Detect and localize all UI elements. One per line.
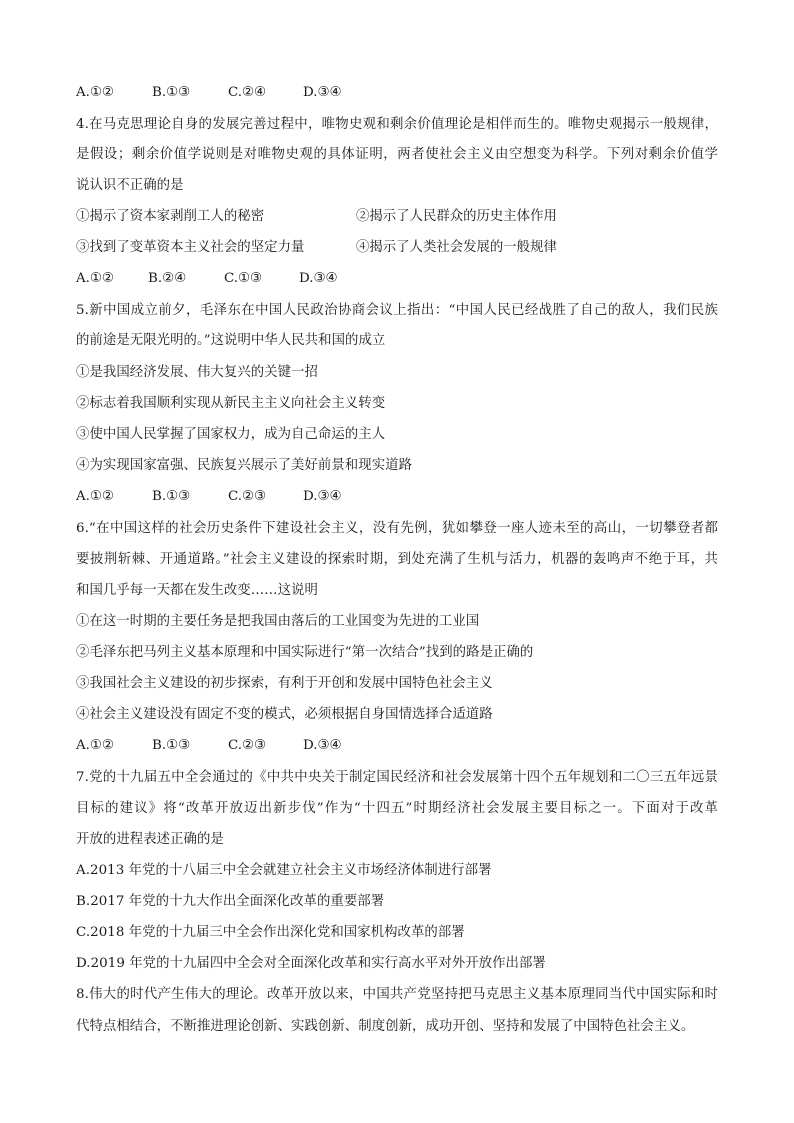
- q6-item-1: ①在这一时期的主要任务是把我国由落后的工业国变为先进的工业国: [76, 614, 480, 629]
- option-c[interactable]: C.②③: [228, 738, 267, 753]
- q4-item-3: ③找到了变革资本主义社会的坚定力量: [76, 240, 305, 255]
- q7-option-c[interactable]: C.2018 年党的十九届三中全会作出深化党和国家机构改革的部署: [76, 925, 465, 940]
- option-a[interactable]: A.①②: [76, 738, 114, 753]
- option-c[interactable]: C.①③: [224, 271, 263, 286]
- q8-stem-line-2: 代特点相结合，不断推进理论创新、实践创新、制度创新，成功开创、坚持和发展了中国特色社会主义。: [76, 1019, 695, 1034]
- option-d[interactable]: D.③④: [303, 489, 342, 504]
- q7-stem-line-3: 开放的进程表述正确的是: [76, 832, 224, 847]
- q4-stem-line-3: 说认识不正确的是: [76, 178, 184, 193]
- q5-item-3: ③使中国人民掌握了国家权力，成为自己命运的主人: [76, 427, 386, 442]
- q5-item-2: ②标志着我国顺利实现从新民主主义向社会主义转变: [76, 396, 386, 411]
- q7-stem-line-2: 目标的建议》将“改革开放迈出新步伐”作为“十四五”时期经济社会发展主要目标之一。下面对于改革: [76, 801, 718, 816]
- q4-item-1: ①揭示了资本家剥削工人的秘密: [76, 209, 265, 224]
- option-c[interactable]: C.②④: [228, 85, 267, 100]
- q4-item-4: ④揭示了人类社会发展的一般规律: [356, 240, 557, 255]
- q6-item-3: ③我国社会主义建设的初步探索，有利于开创和发展中国特色社会主义: [76, 676, 493, 691]
- q5-item-1: ①是我国经济发展、伟大复兴的关键一招: [76, 365, 318, 380]
- option-d[interactable]: D.③④: [303, 85, 342, 100]
- q7-option-b[interactable]: B.2017 年党的十九大作出全面深化改革的重要部署: [76, 894, 385, 909]
- q6-item-2: ②毛泽东把马列主义基本原理和中国实际进行“第一次结合”找到的路是正确的: [76, 645, 534, 660]
- option-b[interactable]: B.①③: [152, 85, 191, 100]
- q4-stem-line-2: 是假设；剩余价值学说则是对唯物史观的具体证明，两者使社会主义由空想变为科学。下列对剩余价值学: [76, 147, 718, 162]
- q6-stem-line-3: 和国几乎每一天都在发生改变……这说明: [76, 583, 318, 598]
- option-b[interactable]: B.①③: [152, 738, 191, 753]
- option-c[interactable]: C.②③: [228, 489, 267, 504]
- option-d[interactable]: D.③④: [299, 271, 338, 286]
- option-a[interactable]: A.①②: [76, 85, 114, 100]
- q7-stem-line-1: 7.党的十九届五中全会通过的《中共中央关于制定国民经济和社会发展第十四个五年规划和二〇三五年远景: [76, 770, 718, 785]
- option-d[interactable]: D.③④: [303, 738, 342, 753]
- option-a[interactable]: A.①②: [76, 271, 114, 286]
- option-b[interactable]: B.②④: [148, 271, 187, 286]
- q5-stem-line-1: 5.新中国成立前夕，毛泽东在中国人民政治协商会议上指出：“中国人民已经战胜了自己的敌人，我们民族: [76, 303, 718, 318]
- q4-item-2: ②揭示了人民群众的历史主体作用: [356, 209, 557, 224]
- option-a[interactable]: A.①②: [76, 489, 114, 504]
- q5-stem-line-2: 的前途是无限光明的。”这说明中华人民共和国的成立: [76, 333, 386, 348]
- option-b[interactable]: B.①③: [152, 489, 191, 504]
- q6-stem-line-1: 6.“在中国这样的社会历史条件下建设社会主义，没有先例，犹如攀登一座人迹未至的高山，一切攀登者都: [76, 521, 718, 536]
- q7-option-d[interactable]: D.2019 年党的十九届四中全会对全面深化改革和实行高水平对外开放作出部署: [76, 956, 546, 971]
- q7-option-a[interactable]: A.2013 年党的十八届三中全会就建立社会主义市场经济体制进行部署: [76, 863, 492, 878]
- q4-stem-line-1: 4.在马克思理论自身的发展完善过程中，唯物史观和剩余价值理论是相伴而生的。唯物史观揭示一般规律，: [76, 117, 718, 132]
- q8-stem-line-1: 8.伟大的时代产生伟大的理论。改革开放以来，中国共产党坚持把马克思主义基本原理同当代中国实际和时: [76, 987, 718, 1002]
- q6-stem-line-2: 要披荆斩棘、开通道路。”社会主义建设的探索时期，到处充满了生机与活力，机器的轰鸣声不绝于耳，共: [76, 552, 718, 567]
- q6-item-4: ④社会主义建设没有固定不变的模式，必须根据自身国情选择合适道路: [76, 707, 493, 722]
- q5-item-4: ④为实现国家富强、民族复兴展示了美好前景和现实道路: [76, 458, 413, 473]
